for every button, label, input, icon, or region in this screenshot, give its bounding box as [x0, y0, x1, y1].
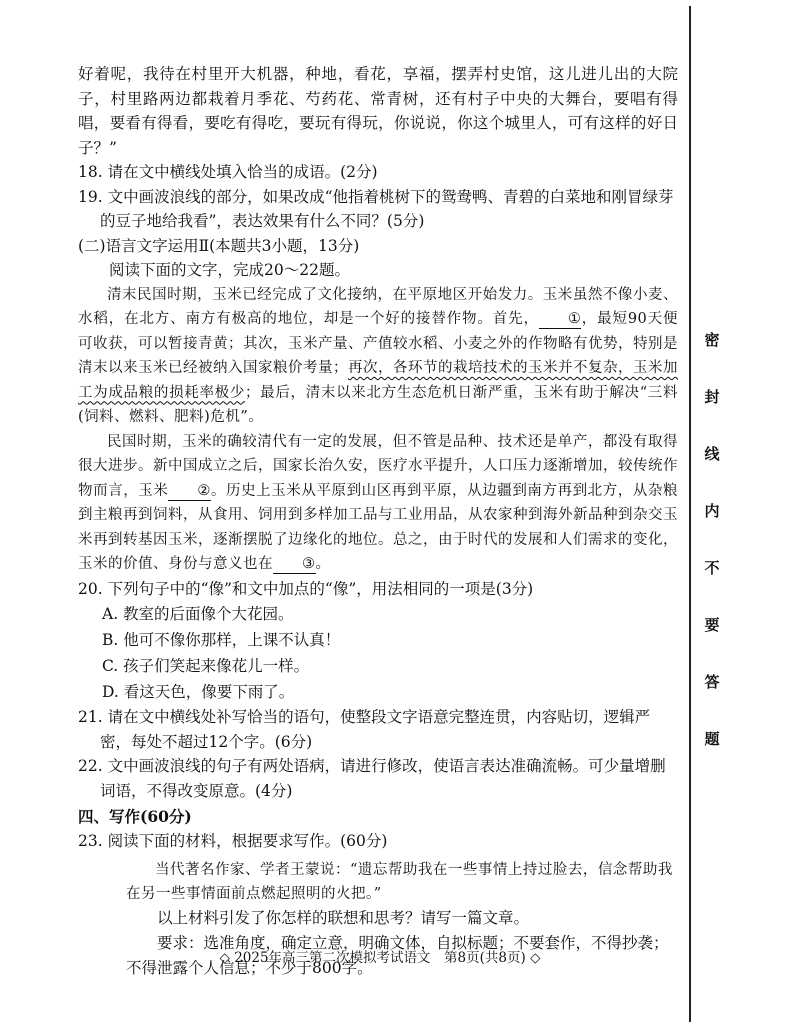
binding-line — [689, 6, 691, 1022]
binding-char: 封 — [704, 388, 720, 406]
passage-paragraph-2 — [78, 430, 678, 577]
question-18: 18. 请在文中横线处填入恰当的成语。(2分) — [78, 163, 378, 181]
question-22: 22. 文中画波浪线的句子有两处语病，请进行修改，使语言表达准确流畅。可少量增删词语，不得改变原意。(4分) — [78, 757, 666, 800]
reading-instruction: 阅读下面的文字，完成20～22题。 — [109, 261, 350, 279]
question-21: 21. 请在文中横线处补写恰当的语句，使整段文字语意完整连贯，内容贴切，逻辑严密，每处不超过12个字。(6分) — [78, 708, 651, 751]
question-20: 20. 下列句子中的“像”和文中加点的“像”，用法相同的一项是(3分) — [78, 579, 534, 598]
para1-part-c: ；最后，清末以来北方生态危机日渐严重，玉米有助于解决“三料(饲料、燃料、肥料)危机”。 — [78, 384, 678, 425]
binding-char: 答 — [704, 673, 720, 691]
page-content — [78, 62, 678, 981]
question-19: 19. 文中画波浪线的部分，如果改成“他指着桃树下的鸳鸯鸭、青碧的白菜地和刚冒绿芽的豆子地给我看”，表达效果有什么不同？(5分) — [78, 187, 674, 230]
para2-part-b: 。历史上玉米从平原到山区再到平原，从边疆到南方再到北方，从杂粮到主粮再到饲料，从食用、饲用到多样加工品与工业用品，从农家种到海外新品种到杂交玉米再到转基因玉米，逐渐摆脱了边缘化的地位。总之，由于时代的发展和人们需求的变化，玉米的价值、身份与意义也在 — [78, 482, 678, 572]
para1-part-a: 清末民国时期，玉米已经完成了文化接纳，在平原地区开始发力。玉米虽然不像小麦、水稻，在北方、南方有极高的地位，却是一个好的接替作物。首先， — [78, 286, 678, 327]
para1-part-b: ，最短90天便可收获，可以暂接青黄；其次，玉米产量、产值较水稻、小麦之外的作物略有优势，特别是清末以来玉米已经被纳入国家粮价考量； — [78, 311, 678, 376]
binding-char: 线 — [704, 445, 720, 463]
wavy-sentence: 再次，各环节的栽培技术的玉米并不复杂，玉米加工为成品粮的损耗率极少 — [78, 360, 678, 401]
question-23: 23. 阅读下面的材料，根据要求写作。(60分) — [78, 832, 388, 850]
binding-char: 不 — [704, 559, 720, 577]
binding-char: 密 — [704, 331, 720, 349]
binding-char: 要 — [704, 616, 720, 634]
para2-part-a: 民国时期，玉米的确较清代有一定的发展，但不管是品种、技术还是单产，都没有取得很大进步。新中国成立之后，国家长治久安，医疗水平提升，人口压力逐渐增加，较传统作物而言，玉米 — [78, 433, 678, 499]
writing-material: 当代著名作家、学者王蒙说：“遗忘帮助我在一些事情上持过脸去，信念帮助我在另一些事情面前点燃起照明的火把。” — [126, 861, 673, 902]
passage-paragraph-1 — [78, 283, 678, 430]
blank-2: ② — [168, 482, 211, 501]
q20-option-d: D. 看这天色，像要下雨了。 — [102, 683, 295, 701]
binding-char: 内 — [704, 502, 720, 520]
para2-part-c: 。 — [315, 556, 331, 572]
blank-3: ③ — [273, 555, 316, 574]
q20-option-a: A. 教室的后面像个大花园。 — [102, 605, 294, 623]
blank-1: ① — [539, 310, 582, 329]
page-footer: ◇ 2025年高三第二次模拟考试语文 第8页(共8页) ◇ — [219, 950, 541, 966]
section-heading-2: (二)语言文字运用Ⅱ(本题共3小题，13分) — [78, 236, 360, 255]
binding-char: 题 — [704, 730, 720, 748]
q20-option-c: C. 孩子们笑起来像花儿一样。 — [102, 657, 310, 675]
writing-prompt: 以上材料引发了你怎样的联想和思考？请写一篇文章。 — [157, 908, 530, 927]
section-heading-4: 四、写作(60分) — [78, 807, 192, 826]
passage-tail: 好着呢，我待在村里开大机器，种地，看花，享福，摆弄村史馆，这儿进儿出的大院子，村里路两边都栽着月季花、芍药花、常青树，还有村子中央的大舞台，要唱有得唱，要看有得看，要吃有得吃，要玩有得玩，你说说，你这个城里人，可有这样的好日子？” — [78, 65, 678, 157]
q20-option-b: B. 他可不像你那样，上课不认真！ — [102, 631, 341, 649]
writing-requirement: 要求：选准角度，确定立意，明确文体，自拟标题；不要套作，不得抄袭；不得泄露个人信息；不少于800字。 — [126, 933, 669, 977]
